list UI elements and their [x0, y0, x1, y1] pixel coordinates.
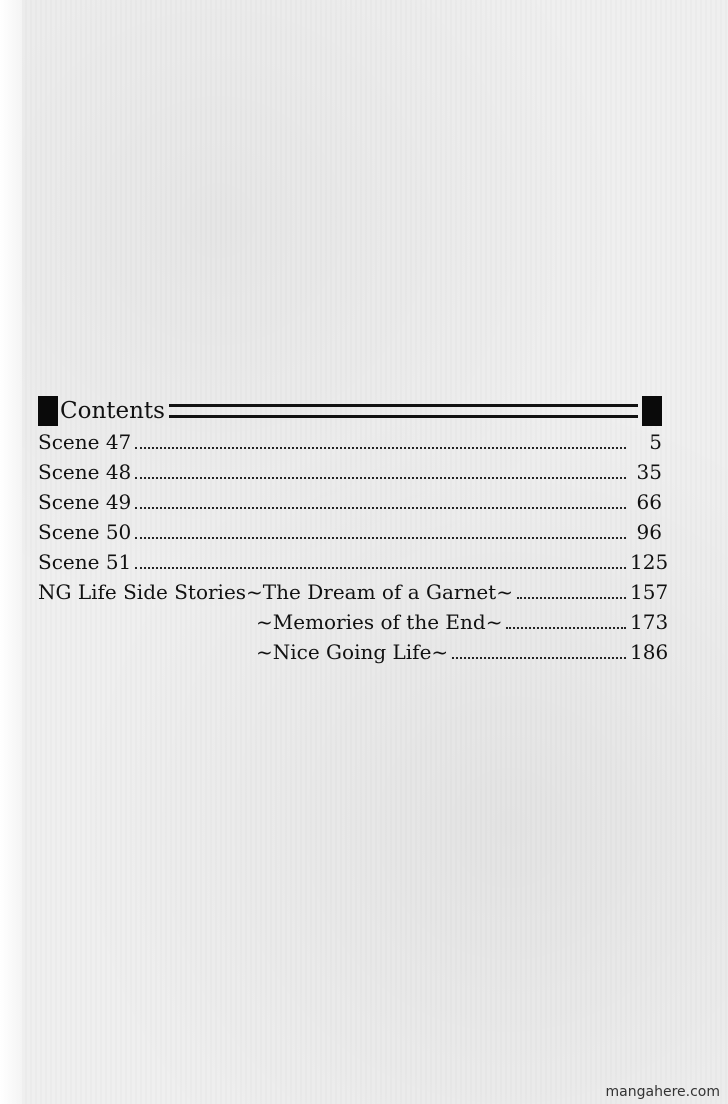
toc-entry [38, 550, 669, 580]
entry-page: 66 [636, 490, 662, 514]
entry-label: Scene 47 [38, 430, 132, 454]
entry-label: Scene 51 [38, 550, 132, 574]
toc-header [38, 394, 662, 428]
toc-entry [38, 610, 669, 640]
leader-dots [517, 597, 626, 599]
toc-entry [38, 490, 662, 520]
toc-entries [38, 430, 669, 670]
entry-page: 125 [630, 550, 669, 574]
toc-entry [38, 520, 662, 550]
entry-page: 186 [630, 640, 669, 664]
leader-dots [135, 477, 626, 479]
page-left-edge [0, 0, 22, 1104]
entry-label: Scene 50 [38, 520, 132, 544]
entry-label: ~Nice Going Life~ [256, 640, 449, 664]
entry-page: 35 [636, 460, 662, 484]
leader-dots [452, 657, 626, 659]
double-rule [169, 404, 638, 418]
entry-page: 96 [636, 520, 662, 544]
toc-entry [38, 430, 662, 460]
leader-dots [506, 627, 626, 629]
left-block-ornament [38, 396, 58, 426]
entry-label: ~Memories of the End~ [256, 610, 503, 634]
table-of-contents [38, 394, 669, 670]
entry-page: 173 [630, 610, 669, 634]
toc-entry [38, 580, 669, 610]
leader-dots [135, 567, 626, 569]
right-block-ornament [642, 396, 662, 426]
entry-page: 157 [630, 580, 669, 604]
toc-entry [38, 460, 662, 490]
entry-label: Scene 49 [38, 490, 132, 514]
toc-entry [38, 640, 669, 670]
side-stories-heading: NG Life Side Stories [38, 580, 247, 604]
site-watermark: mangahere.com [605, 1084, 720, 1100]
leader-dots [135, 537, 626, 539]
entry-label: ~The Dream of a Garnet~ [246, 580, 513, 604]
entry-label: Scene 48 [38, 460, 132, 484]
leader-dots [135, 447, 626, 449]
entry-page: 5 [649, 430, 662, 454]
leader-dots [135, 507, 626, 509]
toc-title: Contents [60, 398, 165, 424]
